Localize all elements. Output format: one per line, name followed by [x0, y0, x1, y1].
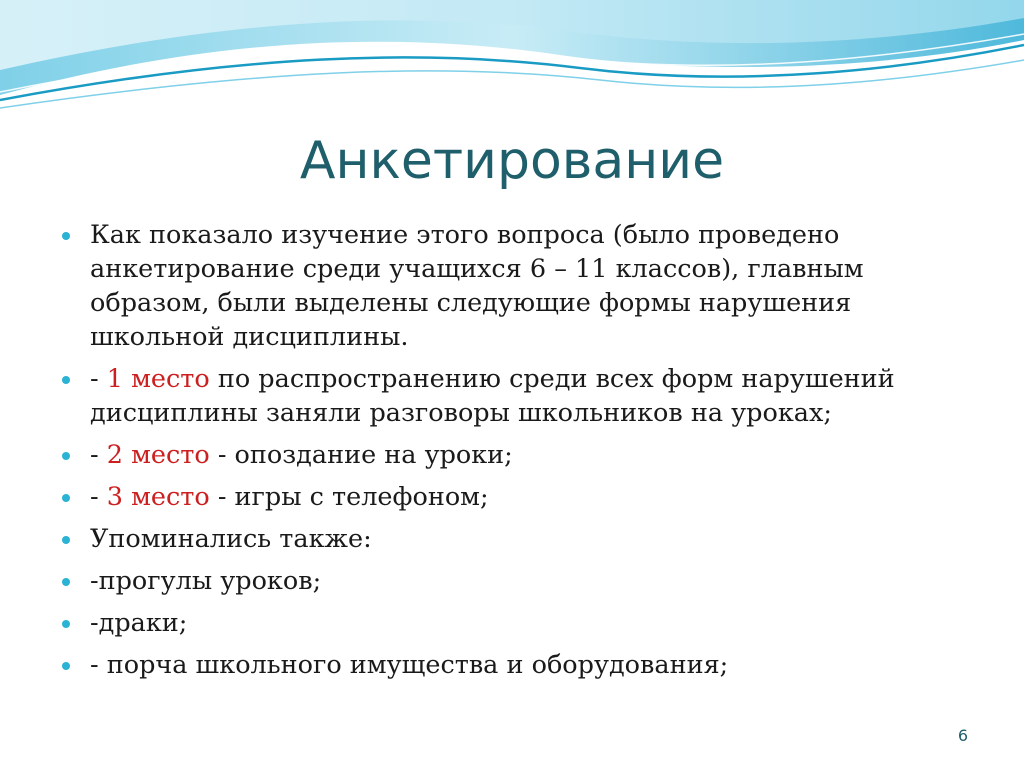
wave-header-decoration	[0, 0, 1024, 130]
list-item	[60, 648, 960, 682]
item-text: Упоминались также:	[90, 524, 372, 554]
bullet-list	[60, 218, 960, 690]
list-item	[60, 438, 960, 472]
list-item	[60, 564, 960, 598]
list-item	[60, 606, 960, 640]
item-prefix: -	[90, 482, 107, 512]
bullet-dot-icon	[62, 494, 70, 502]
list-item	[60, 480, 960, 514]
list-item	[60, 218, 960, 354]
rank-label: 1 место	[106, 364, 210, 394]
list-item	[60, 362, 960, 430]
item-text: Как показало изучение этого вопроса (было проведено анкетирование среди учащихся 6 – 11 классов), главным образом, были выделены следующие формы нарушения школьной дисциплины.	[90, 220, 864, 352]
item-text: по распространению среди всех форм нарушений дисциплины заняли разговоры школьников на уроках;	[90, 364, 895, 428]
item-text: -драки;	[90, 608, 188, 638]
slide-title: Анкетирование	[299, 131, 725, 191]
item-text: - игры с телефоном;	[209, 482, 489, 512]
item-prefix: -	[90, 364, 107, 394]
bullet-dot-icon	[62, 452, 70, 460]
item-text: - порча школьного имущества и оборудования;	[90, 650, 729, 680]
rank-label: 3 место	[106, 482, 210, 512]
bullet-dot-icon	[62, 376, 70, 384]
item-prefix: -	[90, 440, 107, 470]
item-text: - опоздание на уроки;	[209, 440, 513, 470]
bullet-dot-icon	[62, 662, 70, 670]
rank-label: 2 место	[106, 440, 210, 470]
bullet-dot-icon	[62, 620, 70, 628]
bullet-dot-icon	[62, 536, 70, 544]
item-text: -прогулы уроков;	[90, 566, 322, 596]
page-number: 6	[957, 726, 968, 745]
bullet-dot-icon	[62, 232, 70, 240]
bullet-dot-icon	[62, 578, 70, 586]
list-item	[60, 522, 960, 556]
